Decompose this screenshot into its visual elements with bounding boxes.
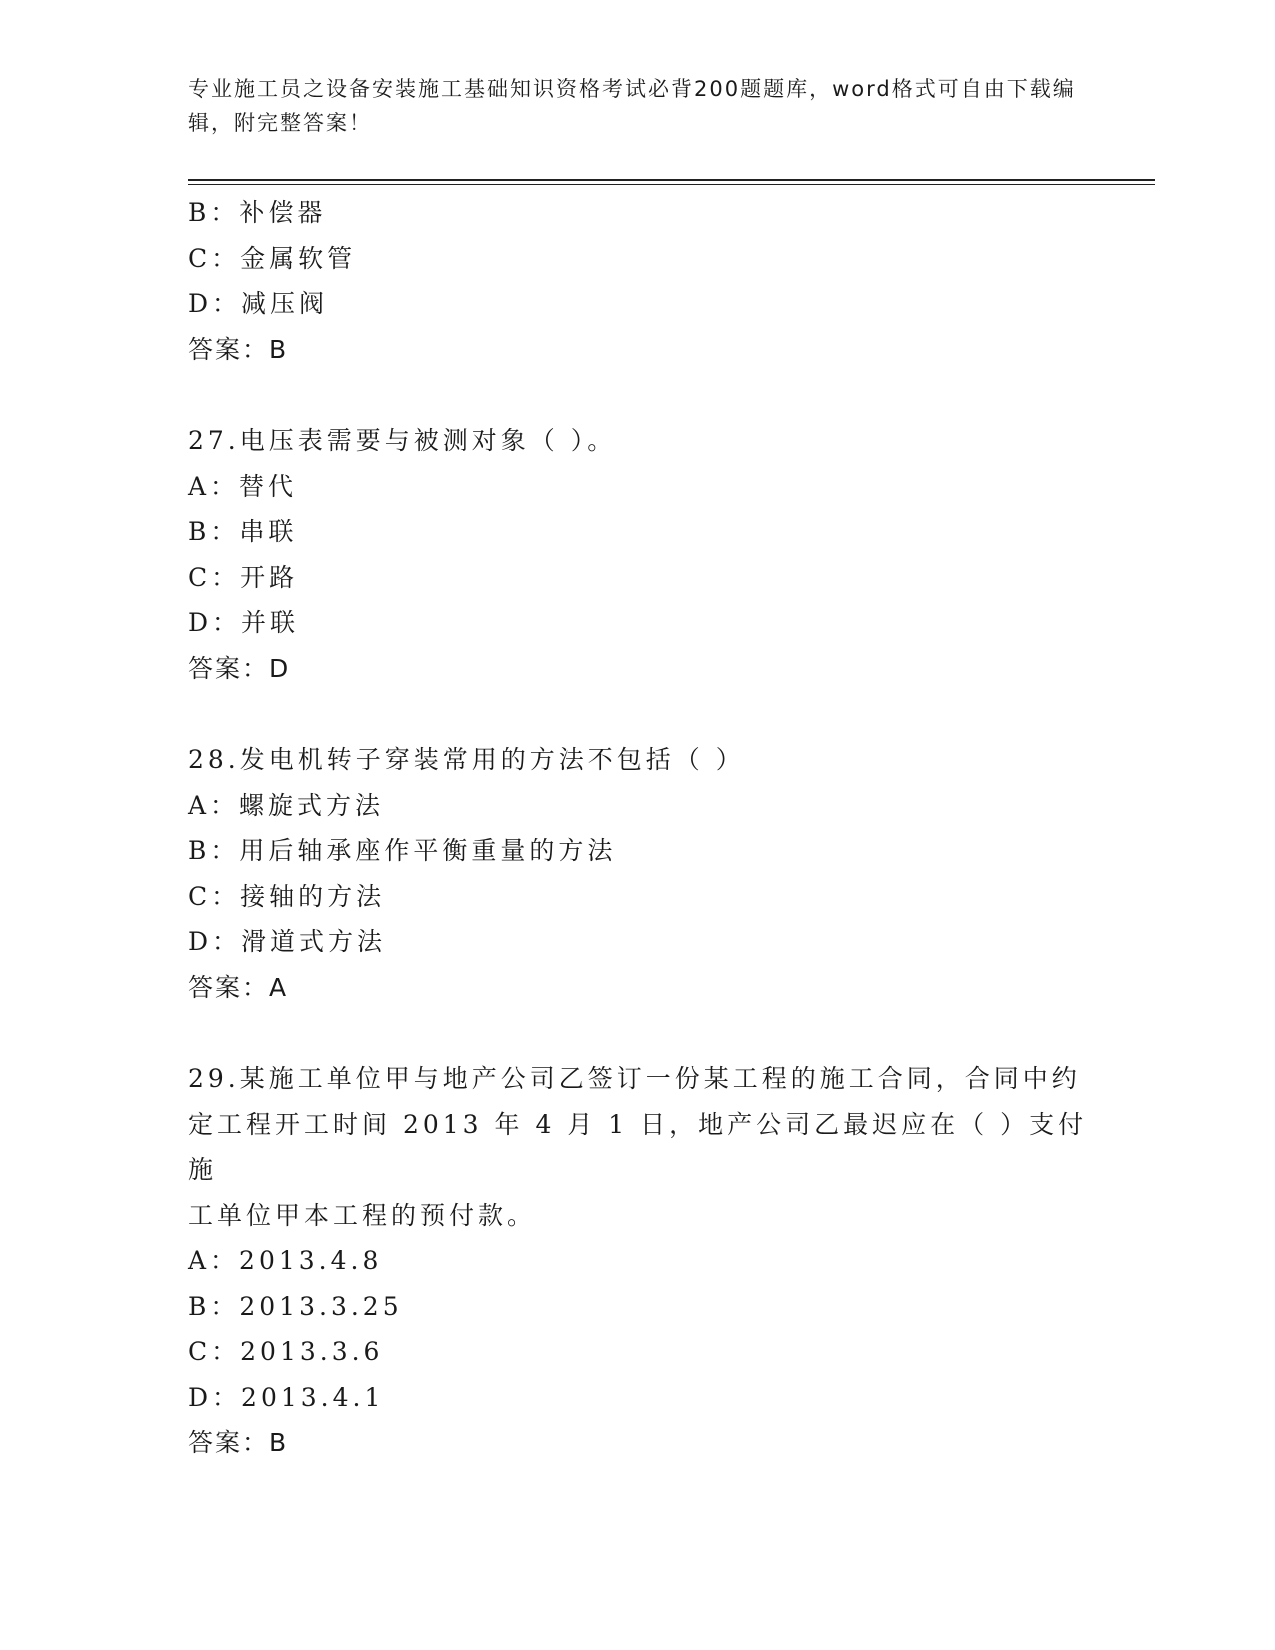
question-text-line-1: 29.某施工单位甲与地产公司乙签订一份某工程的施工合同，合同中约 bbox=[188, 1064, 1081, 1093]
question-content bbox=[188, 190, 1088, 1466]
option-a: A：2013.4.8 bbox=[188, 1246, 383, 1275]
option-b: B：串联 bbox=[188, 517, 298, 546]
question-text-line-3: 工单位甲本工程的预付款。 bbox=[188, 1200, 537, 1230]
option-c: C：开路 bbox=[188, 562, 299, 592]
option-c: C：2013.3.6 bbox=[188, 1337, 384, 1366]
option-a: A：螺旋式方法 bbox=[188, 790, 385, 820]
option-a: A：替代 bbox=[188, 471, 298, 501]
option-c: C：接轴的方法 bbox=[188, 881, 386, 911]
question-27 bbox=[188, 418, 1088, 691]
option-d: D：减压阀 bbox=[188, 289, 329, 318]
option-b: B：2013.3.25 bbox=[188, 1291, 403, 1321]
question-26-continued bbox=[188, 190, 1088, 372]
option-d: D：滑道式方法 bbox=[188, 927, 387, 956]
question-text: 27.电压表需要与被测对象（ ）。 bbox=[188, 426, 617, 455]
option-d: D：并联 bbox=[188, 608, 300, 637]
option-d: D：2013.4.1 bbox=[188, 1382, 385, 1412]
option-c: C：金属软管 bbox=[188, 243, 357, 273]
header-rule-thin bbox=[188, 184, 1155, 185]
question-28 bbox=[188, 737, 1088, 1010]
answer: 答案：B bbox=[188, 334, 289, 364]
header-title: 专业施工员之设备安装施工基础知识资格考试必背200题题库，word格式可自由下载编辑，附完整答案！ bbox=[188, 77, 1076, 135]
question-text: 28.发电机转子穿装常用的方法不包括（ ） bbox=[188, 745, 745, 774]
answer: 答案：D bbox=[188, 653, 291, 683]
question-29 bbox=[188, 1056, 1088, 1466]
answer: 答案：A bbox=[188, 972, 289, 1002]
question-text-line-2: 定工程开工时间 2013 年 4 月 1 日，地产公司乙最迟应在（ ）支付施 bbox=[188, 1109, 1088, 1184]
answer: 答案：B bbox=[188, 1428, 289, 1457]
page-header bbox=[188, 72, 1088, 140]
option-b: B：补偿器 bbox=[188, 198, 327, 227]
header-rule-thick bbox=[188, 179, 1155, 181]
option-b: B：用后轴承座作平衡重量的方法 bbox=[188, 836, 617, 865]
